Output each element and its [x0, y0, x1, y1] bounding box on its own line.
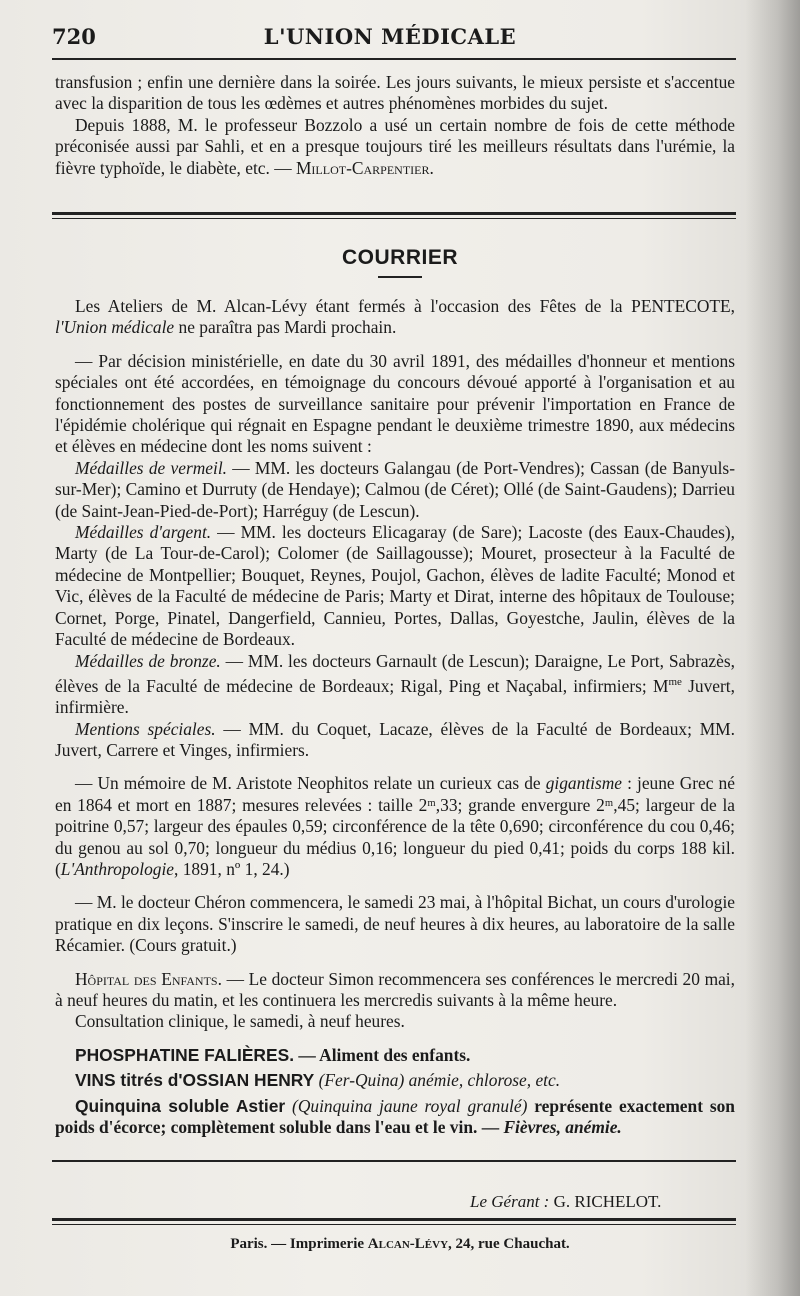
printer-footer [0, 1236, 800, 1253]
page-header [50, 24, 730, 58]
gigantism-memoir-source: L'Anthropologie [60, 858, 175, 879]
medals-vermeil-text: — MM. les docteurs Galangau (de Port-Vendres); Cassan (de Banyuls-sur-Mer); Camino et Durruty (de Hendaye); Calmou (de Céret); Ollé (de Saint-Gaudens); Darrieu (de Saint-Jean-Pied-de-Port); Harréguy (de Lescun). [55, 457, 735, 521]
ad-ossian-henry-name: VINS titrés d'OSSIAN HENRY [75, 1070, 315, 1091]
signature-rule [52, 1160, 736, 1162]
gigantism-memoir-measures: : jeune Grec né en 1864 et mort en 1887; mesures relevées : taille 2ᵐ,33; grande envergure 2ᵐ,45; largeur de la poitrine 0,57; largeur des épaules 0,59; circonférence de la tête 0,690; circonférence du cou 0,46; du genou au sol 0,70; longueur du médius 0,16; longueur du pied 0,41; poids du corps 188 kil. ( [55, 773, 735, 879]
ad-quinquina-paren: (Quinquina jaune royal granulé) [292, 1095, 528, 1116]
top-article [55, 72, 735, 191]
hopital-enfants-text: — Le docteur Simon recommencera ses conférences le mercredi 20 mai, à neuf heures du matin, et les continuera les mercredis suivants à la même heure. [55, 968, 735, 1010]
medals-argent-text: — MM. les docteurs Elicagaray (de Sare); Lacoste (des Eaux-Chaudes), Marty (de La Tour-de-Carol); Colomer (de Saillagousse); Mouret, prosecteur à la Faculté de médecine de Montpellier; Bouquet, Reynes, Poujol, Gachon, élèves de ladite Faculté; Monod et Vic, élèves de la Faculté de médecine de Paris; Marty et Dirat, interne des hôpitaux de Toulouse; Cornet, Porge, Pinatel, Dangerfield, Cannieu, Portes, Dallas, Goyestche, Jaulin, élèves de la Faculté de médecine de Bordeaux. [55, 522, 735, 650]
footer-city: Paris. [230, 1236, 268, 1252]
medals-bronze-label: Médailles de bronze. [75, 650, 221, 671]
gerant-label: Le Gérant : [470, 1192, 550, 1211]
courrier-notice-journal: l'Union médicale [55, 317, 175, 338]
medals-bronze-superscript: me [668, 675, 682, 688]
medals-mentions-label: Mentions spéciales. [75, 718, 216, 739]
medals-mentions [55, 719, 735, 762]
ad-phosphatine [55, 1045, 735, 1066]
medals-intro: — Par décision ministérielle, en date du 30 avril 1891, des médailles d'honneur et mentions spéciales ont été accordées, en témoignage du concours dévoué apporté à l'organisation et au fonctionnement des postes de surveillance sanitaire pour prévenir l'importation en France de l'épidémie cholérique qui régnait en Espagne pendant le deuxième trimestre 1890, aux médecins et élèves en médecine dont les noms suivent : [55, 350, 735, 457]
ad-ossian-henry [55, 1070, 735, 1091]
ad-phosphatine-text: — Aliment des enfants. [298, 1044, 471, 1065]
top-article-author: Millot-Carpentier. [295, 157, 434, 178]
footer-double-rule-bottom [52, 1224, 736, 1225]
footer-printer: Imprimerie [289, 1236, 365, 1252]
gigantism-memoir-term: gigantisme [545, 773, 623, 794]
medals-bronze-text-end: Juvert, infirmière. [55, 675, 735, 718]
ad-quinquina-text: représente exactement son poids d'écorce; complètement soluble dans l'eau et le vin. — [55, 1095, 735, 1138]
hopital-enfants [55, 969, 735, 1012]
gerant-signature [470, 1192, 661, 1212]
medals-argent-label: Médailles d'argent. [75, 522, 212, 543]
section-title-rule [378, 276, 422, 278]
ad-quinquina-end: Fièvres, anémie. [503, 1117, 622, 1138]
page-edge-shadow [745, 0, 800, 1296]
page-number: 720 [52, 24, 96, 49]
ad-quinquina [55, 1096, 735, 1139]
gigantism-memoir-text: — Un mémoire de M. Aristote Neophitos relate un curieux cas de [75, 773, 541, 794]
consultation-note: Consultation clinique, le samedi, à neuf heures. [75, 1011, 405, 1032]
medals-argent [55, 522, 735, 650]
courrier-notice-end: ne paraîtra pas Mardi prochain. [178, 317, 397, 338]
medals-vermeil [55, 458, 735, 522]
ad-quinquina-name: Quinquina soluble Astier [75, 1095, 286, 1116]
section-title: COURRIER [341, 246, 458, 269]
medals-bronze [55, 651, 735, 719]
top-article-paragraph-2 [55, 115, 735, 179]
medals-bronze-text: — MM. les docteurs Garnault (de Lescun); Daraigne, Le Port, Sabrazès, élèves de la Faculté de médecine de Bordeaux; Rigal, Ping et Naçabal, infirmiers; M [55, 650, 735, 696]
footer-separator: — [271, 1236, 287, 1252]
footer-address: , 24, rue Chauchat. [448, 1236, 570, 1252]
medals-vermeil-label: Médailles de vermeil. [75, 457, 227, 478]
footer-double-rule-top [52, 1218, 736, 1221]
courrier-notice-text: Les Ateliers de M. Alcan-Lévy étant fermés à l'occasion des Fêtes de la PENTECOTE, [75, 296, 735, 316]
top-article-paragraph-1: transfusion ; enfin une dernière dans la soirée. Les jours suivants, le mieux persiste et s'accentue avec la disparition de tous les œdèmes et autres phénomènes morbides du sujet. [55, 72, 735, 114]
gerant-name: G. RICHELOT. [553, 1192, 662, 1211]
medals-mentions-text: — MM. du Coquet, Lacaze, élèves de la Faculté de Bordeaux; MM. Juvert, Carrere et Vinges, infirmiers. [55, 718, 735, 760]
hopital-enfants-label: Hôpital des Enfants. [75, 968, 222, 989]
footer-printer-name: Alcan-Lévy [367, 1236, 449, 1252]
ad-phosphatine-name: PHOSPHATINE FALIÈRES. [75, 1044, 295, 1065]
header-rule [52, 58, 736, 60]
top-article-paragraph-2-text: Depuis 1888, M. le professeur Bozzolo a usé un certain nombre de fois de cette méthode préconisée aussi par Sahli, et en a presque toujours tiré les meilleurs résultats dans l'urémie, la fièvre typhoïde, le diabète, etc. — [55, 114, 735, 178]
section-double-rule-bottom [52, 218, 736, 219]
courrier-body [55, 296, 735, 1138]
section-double-rule-top [52, 212, 736, 215]
gigantism-memoir-citation: , 1891, nº 1, 24.) [174, 858, 290, 879]
courrier-notice [55, 296, 735, 339]
ad-ossian-henry-text: (Fer-Quina) anémie, chlorose, etc. [318, 1070, 561, 1091]
journal-title: L'UNION MÉDICALE [263, 24, 517, 49]
gigantism-memoir [55, 773, 735, 880]
cheron-course: — M. le docteur Chéron commencera, le samedi 23 mai, à l'hôpital Bichat, un cours d'urologie pratique en dix leçons. S'inscrire le samedi, de neuf heures à dix heures, au laboratoire de la salle Récamier. (Cours gratuit.) [55, 892, 735, 956]
